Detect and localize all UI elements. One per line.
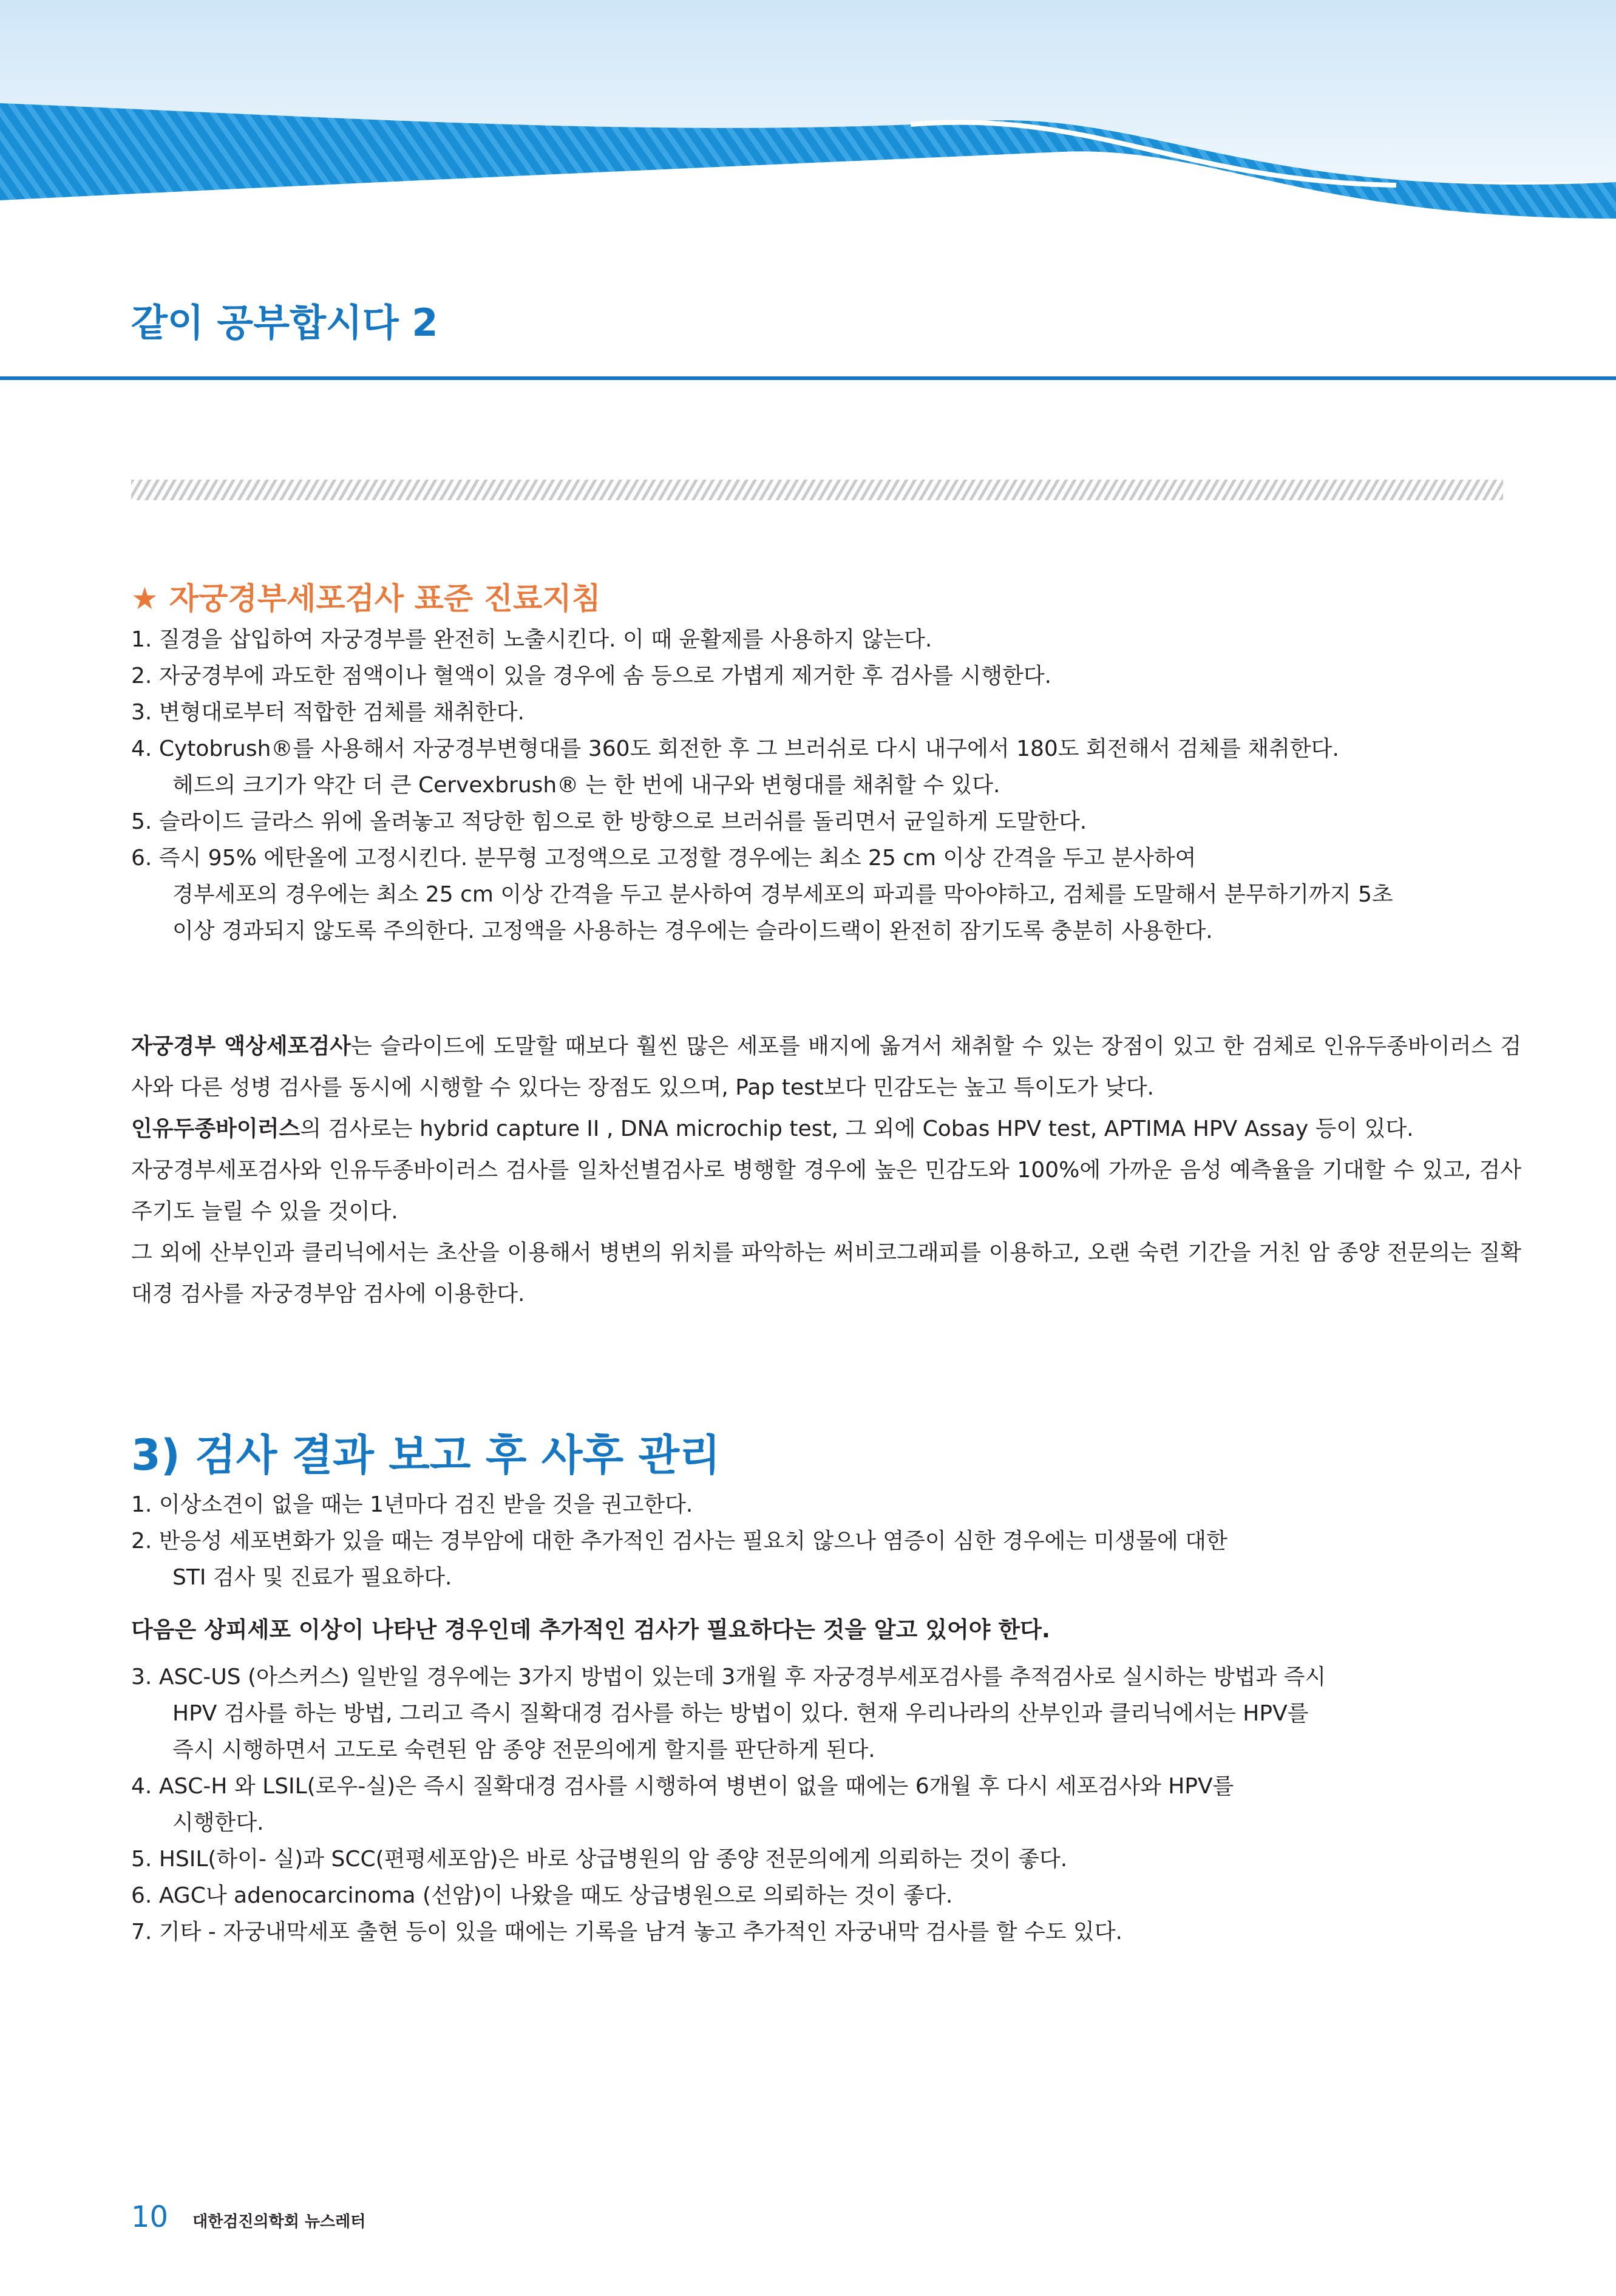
guideline-heading-text: 자궁경부세포검사 표준 진료지침 <box>169 581 601 616</box>
guideline-list <box>131 622 1521 949</box>
followup-item-3: 3. ASC-US (아스커스) 일반일 경우에는 3가지 방법이 있는데 3개월 후 자궁경부세포검사를 추적검사로 실시하는 방법과 즉시 HPV 검사를 하는 방법, 그리고 즉시 질확대경 검사를 하는 방법이 있다. 현재 우리나라의 산부인과 클리닉에서는 HPV를 즉시 시행하면서 고도로 숙련된 암 종양 전문의에게 할지를 판단하게 된다. <box>131 1665 1326 1762</box>
guideline-item-4: 4. Cytobrush®를 사용해서 자궁경부변형대를 360도 회전한 후 그 브러쉬로 다시 내구에서 180도 회전해서 검체를 채취한다. 헤드의 크기가 약간 더 큰 Cervexbrush® 는 한 번에 내구와 변형대를 채취할 수 있다. <box>131 736 1339 798</box>
guideline-item-6: 6. 즉시 95% 에탄올에 고정시킨다. 분무형 고정액으로 고정할 경우에는 최소 25 cm 이상 간격을 두고 분사하여 경부세포의 경우에는 최소 25 cm 이상 간격을 두고 분사하여 경부세포의 파괴를 막아야하고, 검체를 도말해서 분무하기까지 5초 이상 경과되지 않도록 주의한다. 고정액을 사용하는 경우에는 슬라이드랙이 완전히 잠기도록 충분히 사용한다. <box>131 845 1393 943</box>
guideline-item-3: 3. 변형대로부터 적합한 검체를 채취한다. <box>131 699 525 725</box>
followup-item-7: 7. 기타 - 자궁내막세포 출현 등이 있을 때에는 기록을 남겨 놓고 추가적인 자궁내막 검사를 할 수도 있다. <box>131 1920 1122 1944</box>
newsletter-title: 대한검진의학회 뉴스레터 <box>192 2213 366 2231</box>
followup-item-2: 2. 반응성 세포변화가 있을 때는 경부암에 대한 추가적인 검사는 필요치 않으나 염증이 심한 경우에는 미생물에 대한 STI 검사 및 진료가 필요하다. <box>131 1529 1227 1590</box>
page-number: 10 <box>131 2200 169 2234</box>
followup-list-b <box>131 1659 1521 1951</box>
followup-heading: 3) 검사 결과 보고 후 사후 관리 <box>131 1430 721 1480</box>
title-divider <box>0 376 1616 380</box>
followup-item-5: 5. HSIL(하이- 실)과 SCC(편평세포암)은 바로 상급병원의 암 종양 전문의에게 의뢰하는 것이 좋다. <box>131 1847 1068 1872</box>
guideline-section <box>131 580 1521 949</box>
hatched-divider <box>131 480 1503 500</box>
followup-section <box>131 1430 1521 1951</box>
guideline-item-1: 1. 질경을 삽입하여 자궁경부를 완전히 노출시킨다. 이 때 윤활제를 사용하지 않는다. <box>131 627 932 652</box>
header-wave-banner <box>0 0 1616 255</box>
page-footer <box>131 2200 365 2234</box>
liquid-para-3: 자궁경부세포검사와 인유두종바이러스 검사를 일차선별검사로 병행할 경우에 높은 민감도와 100%에 가까운 음성 예측율을 기대할 수 있고, 검사 주기도 늘릴 수 있을 것이다. <box>131 1158 1521 1224</box>
followup-item-6: 6. AGC나 adenocarcinoma (선암)이 나왔을 때도 상급병원으로 의뢰하는 것이 좋다. <box>131 1883 953 1908</box>
liquid-para-1: 자궁경부 액상세포검사는 슬라이드에 도말할 때보다 훨씬 많은 세포를 배지에 옮겨서 채취할 수 있는 장점이 있고 한 검체로 인유두종바이러스 검사와 다른 성병 검사를 동시에 시행할 수 있다는 장점도 있으며, Pap test보다 민감도는 높고 특이도가 낮다. <box>131 1034 1522 1100</box>
page-title: 같이 공부합시다 2 <box>131 301 438 345</box>
guideline-item-5: 5. 슬라이드 글라스 위에 올려놓고 적당한 힘으로 한 방향으로 브러쉬를 돌리면서 균일하게 도말한다. <box>131 809 1087 834</box>
liquid-para-4: 그 외에 산부인과 클리닉에서는 초산을 이용해서 병변의 위치를 파악하는 써비코그래피를 이용하고, 오랜 숙련 기간을 거친 암 종양 전문의는 질확대경 검사를 자궁경부암 검사에 이용한다. <box>131 1240 1521 1306</box>
followup-item-1: 1. 이상소견이 없을 때는 1년마다 검진 받을 것을 권고한다. <box>131 1492 693 1517</box>
guideline-heading <box>131 580 1521 618</box>
guideline-item-2: 2. 자궁경부에 과도한 점액이나 혈액이 있을 경우에 솜 등으로 가볍게 제거한 후 검사를 시행한다. <box>131 663 1052 688</box>
star-icon: ★ <box>131 581 158 616</box>
followup-notice: 다음은 상피세포 이상이 나타난 경우인데 추가적인 검사가 필요하다는 것을 알고 있어야 한다. <box>131 1617 1050 1643</box>
liquid-cytology-section <box>131 1026 1521 1315</box>
liquid-para-2: 인유두종바이러스의 검사로는 hybrid capture II , DNA microchip test, 그 외에 Cobas HPV test, APTIMA HPV Assay 등이 있다. <box>131 1116 1414 1141</box>
followup-item-4: 4. ASC-H 와 LSIL(로우-실)은 즉시 질확대경 검사를 시행하여 병변이 없을 때에는 6개월 후 다시 세포검사와 HPV를 시행한다. <box>131 1774 1234 1835</box>
followup-list-a <box>131 1487 1521 1596</box>
